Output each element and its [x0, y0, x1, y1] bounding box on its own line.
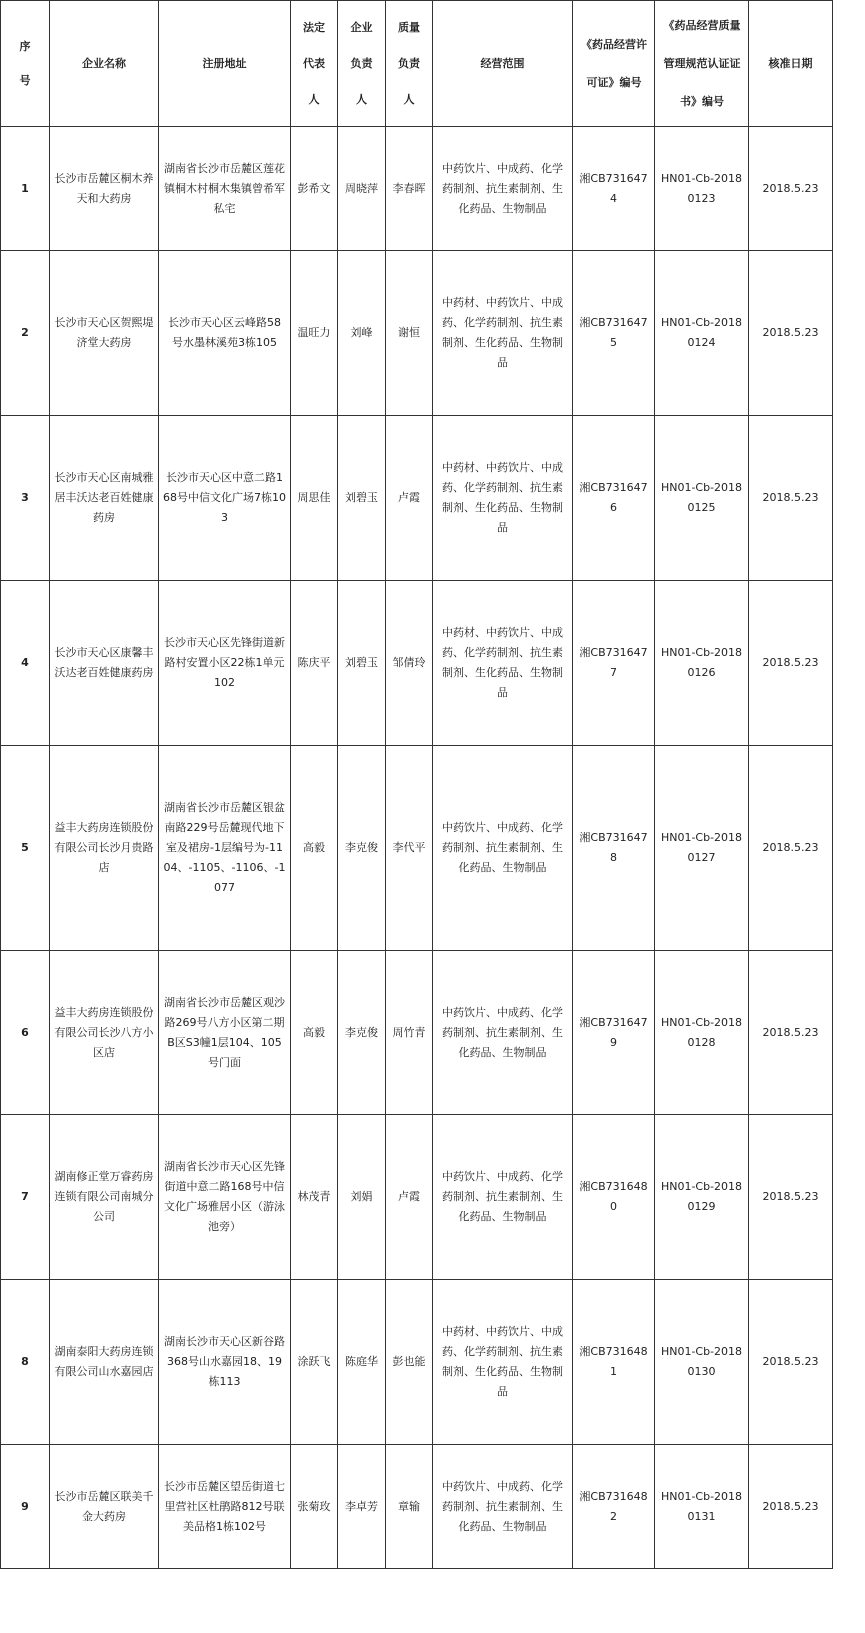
cell-gsp-no: HN01-Cb-20180130: [655, 1280, 749, 1445]
cell-quality-head: 周竹青: [386, 951, 433, 1115]
cell-scope: 中药材、中药饮片、中成药、化学药制剂、抗生素制剂、生化药品、生物制品: [433, 1280, 573, 1445]
cell-address: 湖南省长沙市岳麓区银盆南路229号岳麓现代地下室及裙房-1层编号为-1104、-1105、-1106、-1077: [159, 746, 291, 951]
cell-license-no: 湘CB7316478: [573, 746, 655, 951]
cell-legal-rep: 陈庆平: [291, 581, 338, 746]
cell-legal-rep: 涂跃飞: [291, 1280, 338, 1445]
cell-name: 湖南泰阳大药房连锁有限公司山水嘉园店: [50, 1280, 159, 1445]
cell-license-no: 湘CB7316480: [573, 1115, 655, 1280]
table-row: [1, 581, 833, 746]
cell-quality-head: 卢霞: [386, 1115, 433, 1280]
cell-quality-head: 卢霞: [386, 416, 433, 581]
cell-seq: 8: [1, 1280, 50, 1445]
header-quality-head: 质量负责人: [386, 1, 433, 127]
cell-name: 益丰大药房连锁股份有限公司长沙月贵路店: [50, 746, 159, 951]
cell-date: 2018.5.23: [749, 746, 833, 951]
cell-quality-head: 谢恒: [386, 251, 433, 416]
table-row: [1, 1280, 833, 1445]
cell-name: 长沙市岳麓区桐木养天和大药房: [50, 127, 159, 251]
cell-gsp-no: HN01-Cb-20180126: [655, 581, 749, 746]
cell-enterprise-head: 刘娟: [338, 1115, 386, 1280]
cell-scope: 中药饮片、中成药、化学药制剂、抗生素制剂、生化药品、生物制品: [433, 746, 573, 951]
cell-seq: 1: [1, 127, 50, 251]
header-legal-rep: 法定代表人: [291, 1, 338, 127]
cell-address: 长沙市天心区先锋街道新路村安置小区22栋1单元102: [159, 581, 291, 746]
cell-seq: 2: [1, 251, 50, 416]
header-row: [1, 1, 833, 127]
cell-gsp-no: HN01-Cb-20180129: [655, 1115, 749, 1280]
cell-scope: 中药饮片、中成药、化学药制剂、抗生素制剂、生化药品、生物制品: [433, 1115, 573, 1280]
cell-date: 2018.5.23: [749, 1280, 833, 1445]
header-seq: 序号: [1, 1, 50, 127]
cell-legal-rep: 林茂青: [291, 1115, 338, 1280]
cell-legal-rep: 彭希文: [291, 127, 338, 251]
cell-address: 湖南省长沙市岳麓区莲花镇桐木村桐木集镇曾希军私宅: [159, 127, 291, 251]
table-row: [1, 1115, 833, 1280]
cell-name: 长沙市天心区南城雅居丰沃达老百姓健康药房: [50, 416, 159, 581]
table-row: [1, 951, 833, 1115]
table-row: [1, 251, 833, 416]
cell-legal-rep: 高毅: [291, 746, 338, 951]
cell-seq: 9: [1, 1445, 50, 1569]
cell-name: 湖南修正堂万睿药房连锁有限公司南城分公司: [50, 1115, 159, 1280]
cell-enterprise-head: 李卓芳: [338, 1445, 386, 1569]
cell-license-no: 湘CB7316481: [573, 1280, 655, 1445]
cell-license-no: 湘CB7316474: [573, 127, 655, 251]
cell-quality-head: 彭也能: [386, 1280, 433, 1445]
cell-scope: 中药材、中药饮片、中成药、化学药制剂、抗生素制剂、生化药品、生物制品: [433, 581, 573, 746]
cell-enterprise-head: 周晓萍: [338, 127, 386, 251]
cell-address: 湖南长沙市天心区新谷路368号山水嘉园18、19栋113: [159, 1280, 291, 1445]
cell-scope: 中药材、中药饮片、中成药、化学药制剂、抗生素制剂、生化药品、生物制品: [433, 251, 573, 416]
cell-scope: 中药饮片、中成药、化学药制剂、抗生素制剂、生化药品、生物制品: [433, 951, 573, 1115]
cell-gsp-no: HN01-Cb-20180123: [655, 127, 749, 251]
cell-address: 长沙市天心区云峰路58号水墨林溪苑3栋105: [159, 251, 291, 416]
cell-seq: 7: [1, 1115, 50, 1280]
cell-gsp-no: HN01-Cb-20180124: [655, 251, 749, 416]
cell-legal-rep: 高毅: [291, 951, 338, 1115]
cell-date: 2018.5.23: [749, 951, 833, 1115]
header-date: 核准日期: [749, 1, 833, 127]
header-enterprise-head: 企业负责人: [338, 1, 386, 127]
cell-gsp-no: HN01-Cb-20180127: [655, 746, 749, 951]
cell-enterprise-head: 刘碧玉: [338, 581, 386, 746]
cell-address: 长沙市天心区中意二路168号中信文化广场7栋103: [159, 416, 291, 581]
cell-enterprise-head: 刘峰: [338, 251, 386, 416]
cell-date: 2018.5.23: [749, 581, 833, 746]
header-scope: 经营范围: [433, 1, 573, 127]
cell-quality-head: 李代平: [386, 746, 433, 951]
cell-scope: 中药饮片、中成药、化学药制剂、抗生素制剂、生化药品、生物制品: [433, 1445, 573, 1569]
cell-address: 湖南省长沙市天心区先锋街道中意二路168号中信文化广场雅居小区（游泳池旁）: [159, 1115, 291, 1280]
cell-seq: 6: [1, 951, 50, 1115]
cell-quality-head: 章输: [386, 1445, 433, 1569]
table-row: [1, 127, 833, 251]
cell-address: 长沙市岳麓区望岳街道七里营社区杜鹃路812号联美品格1栋102号: [159, 1445, 291, 1569]
cell-license-no: 湘CB7316482: [573, 1445, 655, 1569]
cell-enterprise-head: 陈庭华: [338, 1280, 386, 1445]
cell-quality-head: 邹倩玲: [386, 581, 433, 746]
cell-legal-rep: 温旺力: [291, 251, 338, 416]
cell-license-no: 湘CB7316477: [573, 581, 655, 746]
cell-seq: 5: [1, 746, 50, 951]
cell-name: 长沙市天心区贺熙堤济堂大药房: [50, 251, 159, 416]
cell-legal-rep: 周思佳: [291, 416, 338, 581]
cell-license-no: 湘CB7316475: [573, 251, 655, 416]
cell-legal-rep: 张菊玫: [291, 1445, 338, 1569]
cell-gsp-no: HN01-Cb-20180131: [655, 1445, 749, 1569]
cell-date: 2018.5.23: [749, 1445, 833, 1569]
cell-name: 长沙市天心区康馨丰沃达老百姓健康药房: [50, 581, 159, 746]
cell-address: 湖南省长沙市岳麓区观沙路269号八方小区第二期B区S3幢1层104、105号门面: [159, 951, 291, 1115]
cell-gsp-no: HN01-Cb-20180128: [655, 951, 749, 1115]
table-row: [1, 746, 833, 951]
header-gsp-no: 《药品经营质量管理规范认证证书》编号: [655, 1, 749, 127]
cell-license-no: 湘CB7316479: [573, 951, 655, 1115]
cell-enterprise-head: 李克俊: [338, 951, 386, 1115]
table-row: [1, 1445, 833, 1569]
cell-name: 长沙市岳麓区联美千金大药房: [50, 1445, 159, 1569]
cell-quality-head: 李春晖: [386, 127, 433, 251]
cell-date: 2018.5.23: [749, 416, 833, 581]
header-name: 企业名称: [50, 1, 159, 127]
cell-name: 益丰大药房连锁股份有限公司长沙八方小区店: [50, 951, 159, 1115]
cell-license-no: 湘CB7316476: [573, 416, 655, 581]
cell-enterprise-head: 李克俊: [338, 746, 386, 951]
header-license-no: 《药品经营许可证》编号: [573, 1, 655, 127]
cell-date: 2018.5.23: [749, 127, 833, 251]
cell-gsp-no: HN01-Cb-20180125: [655, 416, 749, 581]
cell-scope: 中药材、中药饮片、中成药、化学药制剂、抗生素制剂、生化药品、生物制品: [433, 416, 573, 581]
cell-scope: 中药饮片、中成药、化学药制剂、抗生素制剂、生化药品、生物制品: [433, 127, 573, 251]
header-address: 注册地址: [159, 1, 291, 127]
cell-seq: 3: [1, 416, 50, 581]
cell-seq: 4: [1, 581, 50, 746]
cell-enterprise-head: 刘碧玉: [338, 416, 386, 581]
cell-date: 2018.5.23: [749, 1115, 833, 1280]
table-row: [1, 416, 833, 581]
cell-date: 2018.5.23: [749, 251, 833, 416]
